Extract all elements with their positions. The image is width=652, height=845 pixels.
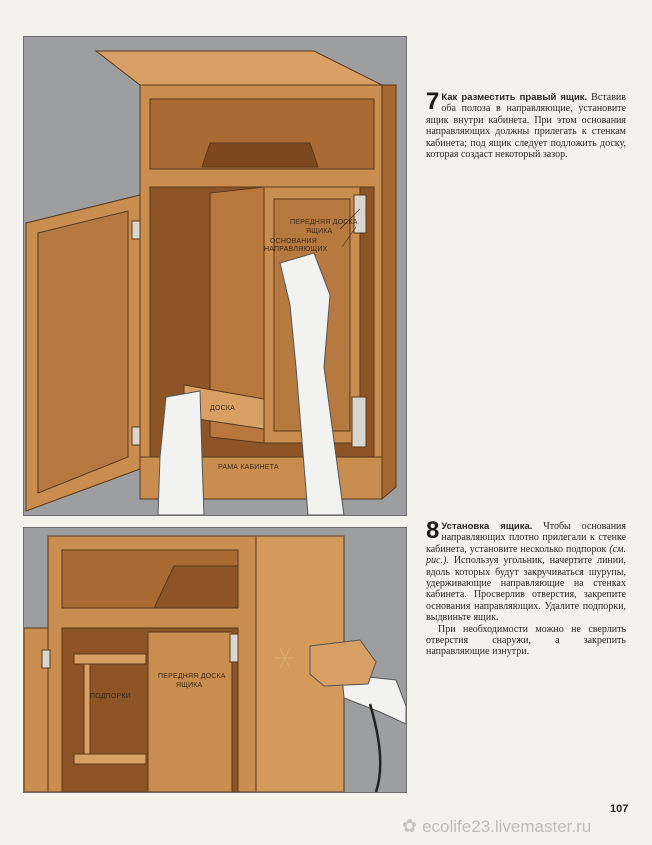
- hinge-icon: [42, 650, 50, 668]
- drill-cord: [370, 704, 380, 792]
- figure-install-drawer: [23, 36, 407, 516]
- left-arm-hand: [158, 391, 204, 515]
- step-title: Как разместить правый ящик.: [441, 92, 588, 103]
- label-cabinet-frame: РАМА КАБИНЕТА: [218, 464, 279, 471]
- step-number: 8: [426, 517, 440, 544]
- step-body: Вставив оба полоза в направляющие, установите ящик внутри кабинета. При этом основания направляющих должны прилегать к стенкам кабинета; под ящик следует подложить доску, которая создаст некоторый зазор.: [426, 92, 626, 161]
- figure-mount-rails: [23, 527, 407, 793]
- watermark: [402, 816, 591, 837]
- step-note: При необходимости можно не сверлить отверстия снаружи, а закрепить направляющие изнутри.: [426, 623, 626, 658]
- prop-top: [74, 654, 146, 664]
- figure-install-drawer-drawing: [24, 37, 406, 515]
- prop-bottom: [74, 754, 146, 764]
- hinge-icon: [132, 221, 140, 239]
- watermark-text: ecolife23.livemaster.ru: [422, 816, 592, 836]
- label-props: ПОДПОРКИ: [90, 693, 131, 700]
- label-rail-base-1: ОСНОВАНИЯ: [270, 238, 318, 245]
- cabinet-top: [96, 51, 382, 85]
- step-title: Установка ящика.: [441, 521, 533, 532]
- figure-reference: (см. рис.).: [426, 543, 626, 567]
- rail-top: [230, 634, 238, 662]
- step-8: [426, 517, 626, 658]
- label-front-board-2: ЯЩИКА: [306, 228, 333, 235]
- step-body-continued: Используя угольник, начертите линии, вдоль которых будут закручиваться шурупы, удерживающие направляющие на стенках кабинета. Просверлив отверстия, закрепите основания направляющих. Удалите подпорки, выдвиньте ящик.: [426, 555, 626, 624]
- drawer-front-board: [148, 632, 232, 792]
- label-rail-base-2: НАПРАВЛЯЮЩИХ: [264, 246, 328, 253]
- rail-bottom: [352, 397, 366, 447]
- flower-icon: ✿: [402, 816, 418, 836]
- drill-icon: [310, 640, 376, 686]
- label-front-board-1: ПЕРЕДНЯЯ ДОСКА: [158, 673, 226, 680]
- label-front-board-2: ЯЩИКА: [176, 682, 203, 689]
- step-7: [426, 88, 626, 161]
- hinge-icon: [132, 427, 140, 445]
- cabinet-side: [382, 85, 396, 499]
- label-front-board-1: ПЕРЕДНЯЯ ДОСКА: [290, 219, 358, 226]
- page-number: 107: [610, 803, 629, 815]
- step-number: 7: [426, 88, 440, 115]
- label-board: ДОСКА: [210, 405, 235, 412]
- step-body: Чтобы основания направляющих плотно прилегали к стенке кабинета, установите несколько подпорок: [426, 521, 626, 555]
- figure-mount-rails-drawing: [24, 528, 406, 792]
